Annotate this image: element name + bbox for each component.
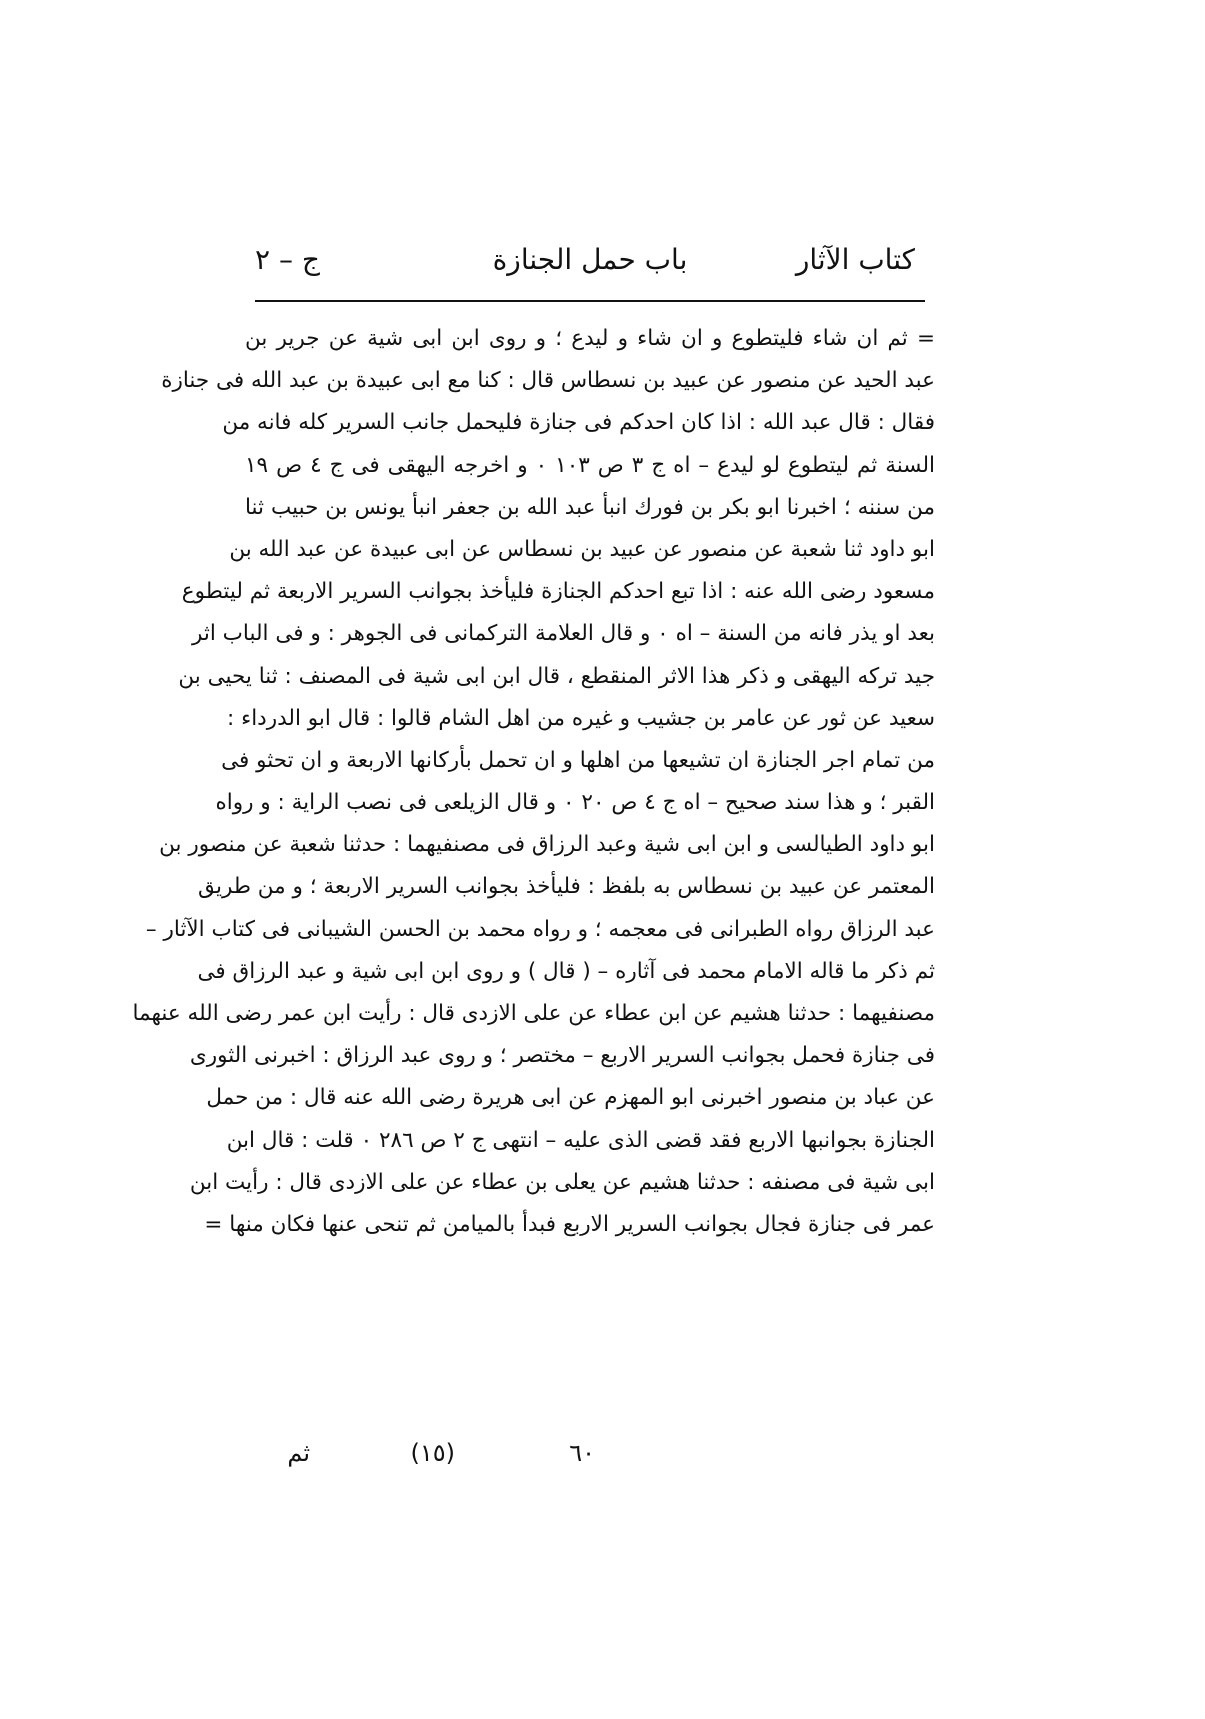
header-rule (255, 300, 925, 302)
text-line: عبد الرزاق رواه الطبرانى فى معجمه ؛ و رواه محمد بن الحسن الشيبانى فى كتاب الآثار – (145, 916, 935, 942)
text-line: من تمام اجر الجنازة ان تشيعها من اهلها و ان تحمل بأركانها الاربعة و ان تحثو فى (221, 747, 935, 773)
text-line: من سننه ؛ اخبرنا ابو بكر بن فورك انبأ عبد الله بن جعفر انبأ يونس بن حبيب ثنا (245, 494, 935, 520)
text-line: ابو داود ثنا شعبة عن منصور عن عبيد بن نسطاس عن ابى عبيدة عن عبد الله بن (229, 536, 935, 562)
page-footer (255, 1435, 925, 1475)
text-line: سعيد عن ثور عن عامر بن جشيب و غيره من اهل الشام قالوا : قال ابو الدرداء : (227, 705, 935, 731)
text-line: المعتمر عن عبيد بن نسطاس به بلفظ : فليأخذ بجوانب السرير الاربعة ؛ و من طريق (198, 874, 935, 900)
text-line: بعد او يذر فانه من السنة – اه ٠ و قال العلامة التركمانى فى الجوهر : و فى الباب اثر (192, 621, 935, 647)
text-line: فى جنازة فحمل بجوانب السرير الاربع – مختصر ؛ و روى عبد الرزاق : اخبرنى الثورى (189, 1043, 935, 1069)
body-text (132, 318, 935, 1246)
signature-mark: (١٥) (410, 1439, 455, 1467)
text-line: ابى شية فى مصنفه : حدثنا هشيم عن يعلى بن عطاء عن على الازدى قال : رأيت ابن (189, 1169, 935, 1195)
chapter-title: باب حمل الجنازة (492, 243, 688, 276)
text-line: السنة ثم ليتطوع لو ليدع – اه ج ٣ ص ١٠٣ ٠ و اخرجه اليهقى فى ج ٤ ص ١٩ (245, 452, 935, 478)
page-number: ٦٠ (569, 1439, 595, 1467)
text-line: عبد الحيد عن منصور عن عبيد بن نسطاس قال : كنا مع ابى عبيدة بن عبد الله فى جنازة (161, 368, 935, 394)
text-line: مصنفيهما : حدثنا هشيم عن ابن عطاء عن على الازدى قال : رأيت ابن عمر رضى الله عنهما (132, 1001, 935, 1026)
catchword: ثم (287, 1439, 310, 1467)
text-line: القبر ؛ و هذا سند صحيح – اه ج ٤ ص ٢٠ ٠ و قال الزيلعى فى نصب الراية : و رواه (215, 790, 935, 816)
text-line: = ثم ان شاء فليتطوع و ان شاء و ليدع ؛ و روى ابن ابى شية عن جرير بن (245, 326, 935, 351)
text-line: فقال : قال عبد الله : اذا كان احدكم فى جنازة فليحمل جانب السرير كله فانه من (222, 410, 935, 436)
book-title: كتاب الآثار (795, 243, 915, 276)
text-line: عمر فى جنازة فجال بجوانب السرير الاربع فبدأ بالميامن ثم تنحى عنها فكان منها = (204, 1211, 935, 1237)
text-line: الجنازة بجوانبها الاربع فقد قضى الذى عليه – انتهى ج ٢ ص ٢٨٦ ٠ قلت : قال ابن (226, 1127, 935, 1153)
text-line: ابو داود الطيالسى و ابن ابى شية وعبد الرزاق فى مصنفيهما : حدثنا شعبة عن منصور بن (159, 832, 935, 858)
text-line: مسعود رضى الله عنه : اذا تبع احدكم الجنازة فليأخذ بجوانب السرير الاربعة ثم ليتطوع (181, 579, 935, 605)
volume-number: ج – ٢ (255, 243, 320, 276)
text-line: ثم ذكر ما قاله الامام محمد فى آثاره – ( قال ) و روى ابن ابى شية و عبد الرزاق فى (197, 958, 935, 984)
text-line: عن عباد بن منصور اخبرنى ابو المهزم عن ابى هريرة رضى الله عنه قال : من حمل (206, 1085, 935, 1111)
text-line: جيد تركه اليهقى و ذكر هذا الاثر المنقطع ، قال ابن ابى شية فى المصنف : ثنا يحيى بن (178, 663, 935, 689)
page-header (255, 240, 925, 286)
